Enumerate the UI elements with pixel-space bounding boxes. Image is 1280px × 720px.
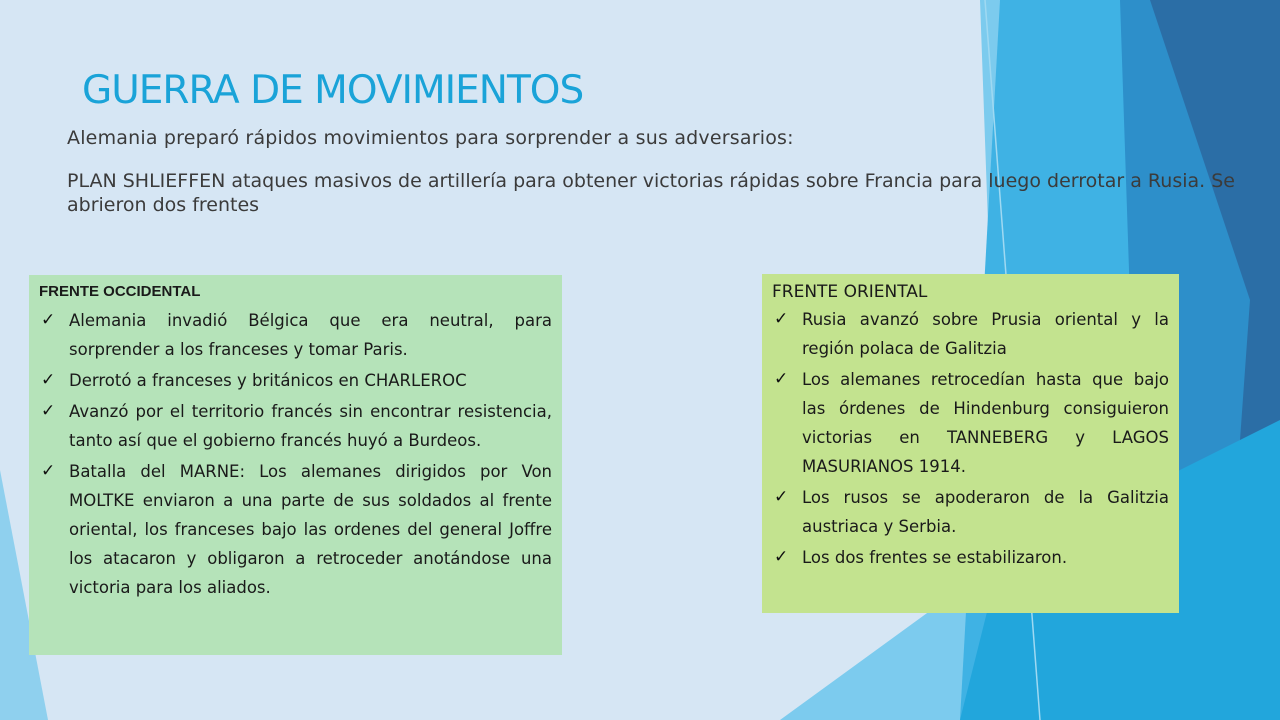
eastern-front-box — [762, 274, 1179, 613]
slide-title: GUERRA DE MOVIMIENTOS — [82, 68, 584, 113]
list-item: ✓ Los dos frentes se estabilizaron. — [772, 543, 1169, 572]
list-item: ✓ Derrotó a franceses y británicos en CHARLEROC — [39, 366, 552, 395]
check-icon: ✓ — [41, 310, 56, 330]
list-item: ✓ Alemania invadió Bélgica que era neutral, para sorprender a los franceses y tomar Paris. — [39, 306, 552, 364]
check-icon: ✓ — [774, 487, 789, 507]
check-icon: ✓ — [41, 461, 56, 481]
list-item: ✓ Rusia avanzó sobre Prusia oriental y la región polaca de Galitzia — [772, 305, 1169, 363]
eastern-front-title: FRENTE ORIENTAL — [772, 282, 928, 302]
list-item: ✓ Avanzó por el territorio francés sin encontrar resistencia, tanto así que el gobierno francés huyó a Burdeos. — [39, 397, 552, 455]
eastern-front-list — [772, 305, 1169, 572]
western-front-box — [29, 275, 562, 655]
list-item: ✓ Batalla del MARNE: Los alemanes dirigidos por Von MOLTKE enviaron a una parte de sus soldados al frente oriental, los franceses bajo las ordenes del general Joffre los atacaron y obligaron a retroceder anotándose una victoria para los aliados. — [39, 457, 552, 602]
western-front-title: FRENTE OCCIDENTAL — [39, 283, 201, 300]
check-icon: ✓ — [41, 370, 56, 390]
intro-text: Alemania preparó rápidos movimientos para sorprender a sus adversarios: — [67, 127, 794, 149]
western-front-list — [39, 306, 552, 602]
check-icon: ✓ — [774, 547, 789, 567]
list-item: ✓ Los alemanes retrocedían hasta que bajo las órdenes de Hindenburg consiguieron victorias en TANNEBERG y LAGOS MASURIANOS 1914. — [772, 365, 1169, 481]
list-item: ✓ Los rusos se apoderaron de la Galitzia austriaca y Serbia. — [772, 483, 1169, 541]
check-icon: ✓ — [41, 401, 56, 421]
plan-text: PLAN SHLIEFFEN ataques masivos de artillería para obtener victorias rápidas sobre Francia para luego derrotar a Rusia. Se abrieron dos frentes — [67, 170, 1235, 216]
check-icon: ✓ — [774, 309, 789, 329]
check-icon: ✓ — [774, 369, 789, 389]
